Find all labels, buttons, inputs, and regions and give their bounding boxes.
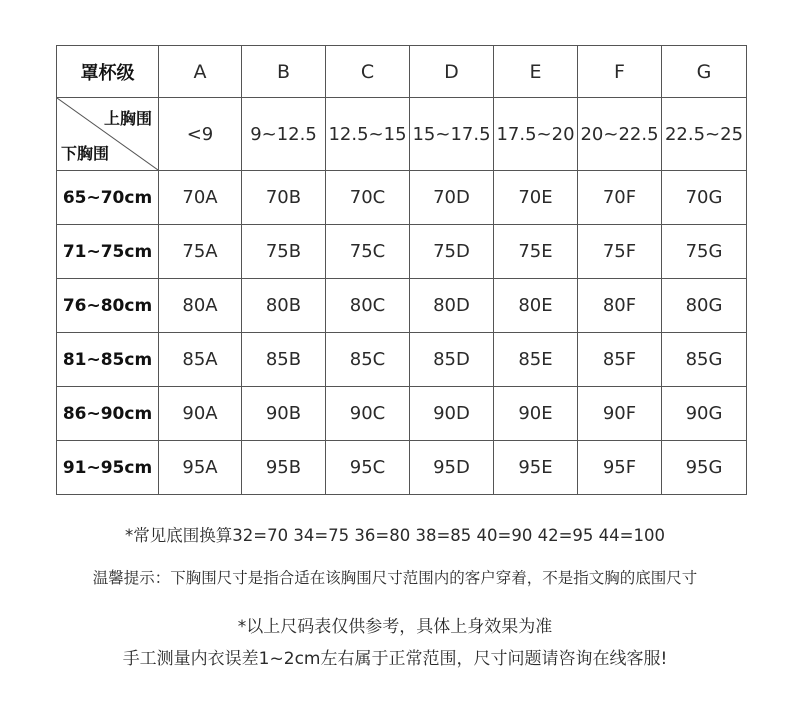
size-cell: 85F	[578, 333, 662, 387]
under-bust-range-label: 65~70cm	[57, 171, 159, 225]
table-row	[57, 441, 747, 495]
size-cell: 90C	[326, 387, 410, 441]
size-cell: 75G	[662, 225, 747, 279]
cup-level-label: 罩杯级	[57, 46, 159, 98]
bust-range-cell: 12.5~15	[326, 98, 410, 171]
size-cell: 80B	[242, 279, 326, 333]
size-cell: 95C	[326, 441, 410, 495]
bust-range-cell: <9	[159, 98, 242, 171]
bust-range-row	[57, 98, 747, 171]
size-cell: 80D	[410, 279, 494, 333]
size-cell: 75F	[578, 225, 662, 279]
size-cell: 70G	[662, 171, 747, 225]
under-bust-range-label: 91~95cm	[57, 441, 159, 495]
size-cell: 90A	[159, 387, 242, 441]
table-row	[57, 387, 747, 441]
diagonal-header-cell	[57, 98, 159, 171]
size-cell: 80F	[578, 279, 662, 333]
size-cell: 85G	[662, 333, 747, 387]
bust-range-cell: 15~17.5	[410, 98, 494, 171]
measurement-error-note: 手工测量内衣误差1~2cm左右属于正常范围，尺寸问题请咨询在线客服!	[122, 649, 668, 669]
size-cell: 85D	[410, 333, 494, 387]
under-bust-label: 下胸围	[61, 144, 110, 163]
size-cell: 80A	[159, 279, 242, 333]
size-cell: 90G	[662, 387, 747, 441]
size-cell: 80C	[326, 279, 410, 333]
size-cell: 95F	[578, 441, 662, 495]
under-bust-range-label: 81~85cm	[57, 333, 159, 387]
bust-range-cell: 22.5~25	[662, 98, 747, 171]
cup-header-e: E	[494, 46, 578, 98]
size-cell: 70E	[494, 171, 578, 225]
size-cell: 75D	[410, 225, 494, 279]
size-cell: 80E	[494, 279, 578, 333]
size-cell: 90B	[242, 387, 326, 441]
cup-header-g: G	[662, 46, 747, 98]
cup-header-c: C	[326, 46, 410, 98]
size-cell: 70C	[326, 171, 410, 225]
band-conversion-note: *常见底围换算32=70 34=75 36=80 38=85 40=90 42=95 44=100	[125, 526, 665, 545]
under-bust-range-label: 86~90cm	[57, 387, 159, 441]
size-cell: 75E	[494, 225, 578, 279]
size-cell: 95E	[494, 441, 578, 495]
size-cell: 75B	[242, 225, 326, 279]
size-chart-table	[56, 45, 747, 495]
size-cell: 95A	[159, 441, 242, 495]
cup-header-row	[57, 46, 747, 98]
under-bust-range-label: 71~75cm	[57, 225, 159, 279]
size-cell: 70B	[242, 171, 326, 225]
size-cell: 90F	[578, 387, 662, 441]
bust-range-cell: 9~12.5	[242, 98, 326, 171]
table-row	[57, 225, 747, 279]
size-cell: 70D	[410, 171, 494, 225]
size-cell: 90D	[410, 387, 494, 441]
cup-header-a: A	[159, 46, 242, 98]
bust-range-cell: 17.5~20	[494, 98, 578, 171]
size-cell: 85E	[494, 333, 578, 387]
size-cell: 80G	[662, 279, 747, 333]
table-row	[57, 333, 747, 387]
size-cell: 85C	[326, 333, 410, 387]
size-cell: 85A	[159, 333, 242, 387]
cup-header-b: B	[242, 46, 326, 98]
warm-tip-note: 温馨提示：下胸围尺寸是指合适在该胸围尺寸范围内的客户穿着，不是指文胸的底围尺寸	[92, 569, 698, 587]
cup-header-f: F	[578, 46, 662, 98]
size-cell: 75C	[326, 225, 410, 279]
reference-disclaimer: *以上尺码表仅供参考，具体上身效果为准	[237, 617, 553, 637]
size-cell: 95D	[410, 441, 494, 495]
size-cell: 70A	[159, 171, 242, 225]
cup-header-d: D	[410, 46, 494, 98]
upper-bust-label: 上胸围	[103, 109, 152, 128]
bust-range-cell: 20~22.5	[578, 98, 662, 171]
size-cell: 70F	[578, 171, 662, 225]
table-row	[57, 279, 747, 333]
size-cell: 95G	[662, 441, 747, 495]
under-bust-range-label: 76~80cm	[57, 279, 159, 333]
size-cell: 95B	[242, 441, 326, 495]
size-cell: 75A	[159, 225, 242, 279]
size-cell: 90E	[494, 387, 578, 441]
size-cell: 85B	[242, 333, 326, 387]
table-row	[57, 171, 747, 225]
